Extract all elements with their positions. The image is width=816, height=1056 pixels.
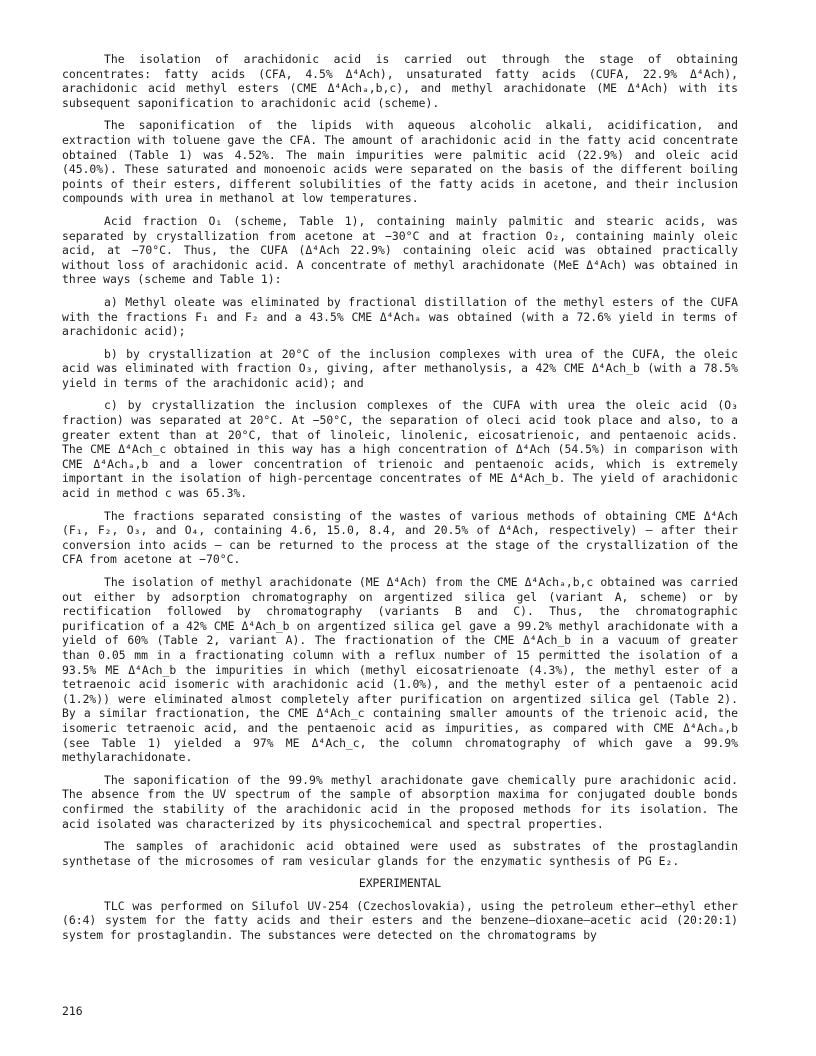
section-heading: EXPERIMENTAL — [358, 876, 442, 891]
paragraph-samples: The samples of arachidonic acid obtained were used as substrates of the prostaglandin synthetase of the microsomes of ram vesicular glands for the enzymatic synthesis of PG E₂. — [62, 839, 738, 868]
paragraph-saponification: The saponification of the lipids with aqueous alcoholic alkali, acidification, and extraction with toluene gave the CFA. The amount of arachidonic acid in the fatty acid concentrate obtained (Table 1) was 4.52%. The main impurities were palmitic acid (22.9%) and oleic acid (45.0%). These saturated and monoenoic acids were separated on the basis of the different boiling points of their esters, different solubilities of the fatty acids in acetone, and their inclusion compounds with urea in methanol at low temperatures. — [62, 118, 738, 206]
document-body — [62, 52, 738, 951]
list-item-c: c) by crystallization the inclusion complexes of the CUFA with urea the oleic acid (O₃ fraction) was separated at 20°C. At −50°C, the separation of oleci acid took place and also, to a greater extent than at 20°C, that of linoleic, linolenic, eicosatrienoic, and pentaenoic acids. The CME Δ⁴Ach_c obtained in this way has a high concentration of Δ⁴Ach (54.5%) in comparison with CME Δ⁴Achₐ,b and a lower concentration of trienoic and pentaenoic acids, which is extremely important in the isolation of high-percentage concentrates of ME Δ⁴Ach_b. The yield of arachidonic acid in method c was 65.3%. — [62, 398, 738, 501]
list-item-b: b) by crystallization at 20°C of the inclusion complexes with urea of the CUFA, the oleic acid was eliminated with fraction O₃, giving, after methanolysis, a 42% CME Δ⁴Ach_b (with a 78.5% yield in terms of the arachidonic acid); and — [62, 346, 738, 390]
page-number: 216 — [62, 1004, 83, 1018]
paragraph-saponification-result: The saponification of the 99.9% methyl arachidonate gave chemically pure arachidonic acid. The absence from the UV spectrum of the sample of absorption maxima for conjugated double bonds confirmed the stability of the arachidonic acid in the proposed methods for its isolation. The acid isolated was characterized by its physicochemical and spectral properties. — [62, 772, 738, 831]
paragraph-fractions: The fractions separated consisting of the wastes of various methods of obtaining CME Δ⁴Ach (F₁, F₂, O₃, and O₄, containing 4.6, 15.0, 8.4, and 20.5% of Δ⁴Ach, respectively) — after their conversion into acids — can be returned to the process at the stage of the crystallization of the CFA from acetone at −70°C. — [62, 508, 738, 567]
paragraph-isolation: The isolation of methyl arachidonate (ME Δ⁴Ach) from the CME Δ⁴Achₐ,b,c obtained was carried out either by adsorption chromatography on argentized silica gel (variant A, scheme) or by rectification followed by chromatography (variants B and C). Thus, the chromatographic purification of a 42% CME Δ⁴Ach_b on argentized silica gel gave a 99.2% methyl arachidonate with a yield of 60% (Table 2, variant A). The fractionation of the CME Δ⁴Ach_b in a vacuum of greater than 0.05 mm in a fractionating column with a reflux number of 15 permitted the isolation of a 93.5% ME Δ⁴Ach_b the impurities in which (methyl eicosatrienoate (4.3%), the methyl ester of a tetraenoic acid isomeric with arachidonic acid (1.0%), and the methyl ester of a pentaenoic acid (1.2%)) were eliminated almost completely after purification on argentized silica gel (Table 2). By a similar fractionation, the CME Δ⁴Ach_c containing smaller amounts of the trienoic acid, the isomeric tetraenoic acid, and the pentaenoic acid as impurities, as compared with CME Δ⁴Achₐ,b (see Table 1) yielded a 97% ME Δ⁴Ach_c, the column chromatography of which gave a 99.9% methylarachidonate. — [62, 575, 738, 765]
list-item-a: a) Methyl oleate was eliminated by fractional distillation of the methyl esters of the CUFA with the fractions F₁ and F₂ and a 43.5% CME Δ⁴Achₐ was obtained (with a 72.6% yield in terms of arachidonic acid); — [62, 294, 738, 339]
paragraph-acid-fraction: Acid fraction O₁ (scheme, Table 1), containing mainly palmitic and stearic acids, was separated by crystallization from acetone at −30°C and at fraction O₂, containing mainly oleic acid, at −70°C. Thus, the CUFA (Δ⁴Ach 22.9%) containing oleic acid was obtained practically without loss of arachidonic acid. A concentrate of methyl arachidonate (MeE Δ⁴Ach) was obtained in three ways (scheme and Table 1): — [62, 213, 738, 287]
paragraph-experimental: TLC was performed on Silufol UV-254 (Czechoslovakia), using the petroleum ether—ethyl ether (6:4) system for the fatty acids and their esters and the benzene—dioxane—acetic acid (20:20:1) system for prostaglandin. The substances were detected on the chromatograms by — [62, 898, 738, 943]
paragraph-intro: The isolation of arachidonic acid is carried out through the stage of obtaining concentrates: fatty acids (CFA, 4.5% Δ⁴Ach), unsaturated fatty acids (CUFA, 22.9% Δ⁴Ach), arachidonic acid methyl esters (CME Δ⁴Achₐ,b,c), and methyl arachidonate (ME Δ⁴Ach) with its subsequent saponification to arachidonic acid (scheme). — [62, 52, 738, 110]
